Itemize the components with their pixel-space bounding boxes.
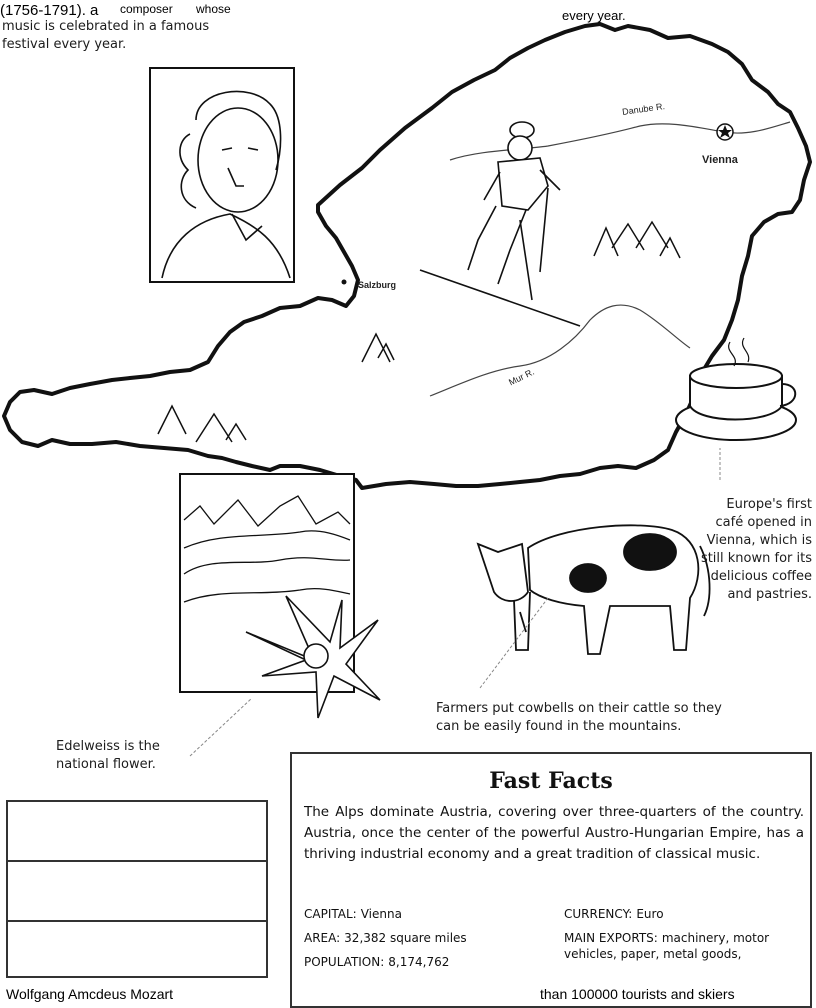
cafe-caption: Europe's first café opened in Vienna, which is still known for its delicious coffee and pastries. xyxy=(700,497,812,602)
fact-currency-value: Euro xyxy=(636,907,664,921)
fact-exports-value: machinery, motor vehicles, paper, metal goods, xyxy=(564,931,770,961)
fast-facts-box xyxy=(290,752,812,1008)
coffee-cup-illustration xyxy=(676,338,796,440)
fact-population-key: POPULATION: xyxy=(304,955,385,969)
fact-exports-key: MAIN EXPORTS: xyxy=(564,931,658,945)
fast-facts-title: Fast Facts xyxy=(489,768,613,794)
fact-currency xyxy=(564,906,664,922)
fact-currency-key: CURRENCY: xyxy=(564,907,633,921)
vienna-capital-star xyxy=(717,124,733,140)
fact-area-value: 32,382 square miles xyxy=(344,931,467,945)
fact-capital-key: CAPITAL: xyxy=(304,907,357,921)
edelweiss-caption: Edelweiss is the national flower. xyxy=(56,739,160,772)
composer-overlay: composer xyxy=(120,2,173,16)
mur-label: Mur R. xyxy=(507,366,536,388)
flag-box xyxy=(6,800,268,978)
tourists-overlay: than 100000 tourists and skiers xyxy=(540,986,735,1002)
fact-area-key: AREA: xyxy=(304,931,341,945)
fact-population xyxy=(304,954,449,970)
flag-stripe-divider xyxy=(8,920,266,922)
lifespan-overlay: (1756-1791). a xyxy=(0,2,99,19)
fact-population-value: 8,174,762 xyxy=(388,955,450,969)
every-year-overlay: every year. xyxy=(562,8,626,23)
salzburg-dot xyxy=(342,280,347,285)
whose-overlay: whose xyxy=(196,2,231,16)
mozart-portrait-frame xyxy=(150,68,294,282)
mozart-name-overlay: Wolfgang Amcdeus Mozart xyxy=(6,986,174,1002)
fact-area xyxy=(304,930,467,946)
mozart-caption: music is celebrated in a famous festival every year. xyxy=(2,19,210,52)
skier-illustration xyxy=(420,122,580,326)
danube-label: Danube R. xyxy=(621,101,666,117)
salzburg-label: Salzburg xyxy=(358,280,397,290)
fact-capital xyxy=(304,906,402,922)
flag-stripe-divider xyxy=(8,860,266,862)
fact-exports xyxy=(564,930,804,962)
danube-river xyxy=(450,122,790,160)
cowbells-caption: Farmers put cowbells on their cattle so they can be easily found in the mountains. xyxy=(436,701,722,734)
fact-capital-value: Vienna xyxy=(360,907,402,921)
vienna-label: Vienna xyxy=(702,154,738,166)
fast-facts-body: The Alps dominate Austria, covering over three-quarters of the country. Austria, once the center of the powerful Austro-Hungarian Empire, has a thriving industrial economy and a great tradition of classical music. xyxy=(304,804,804,862)
cow-illustration xyxy=(478,525,710,654)
